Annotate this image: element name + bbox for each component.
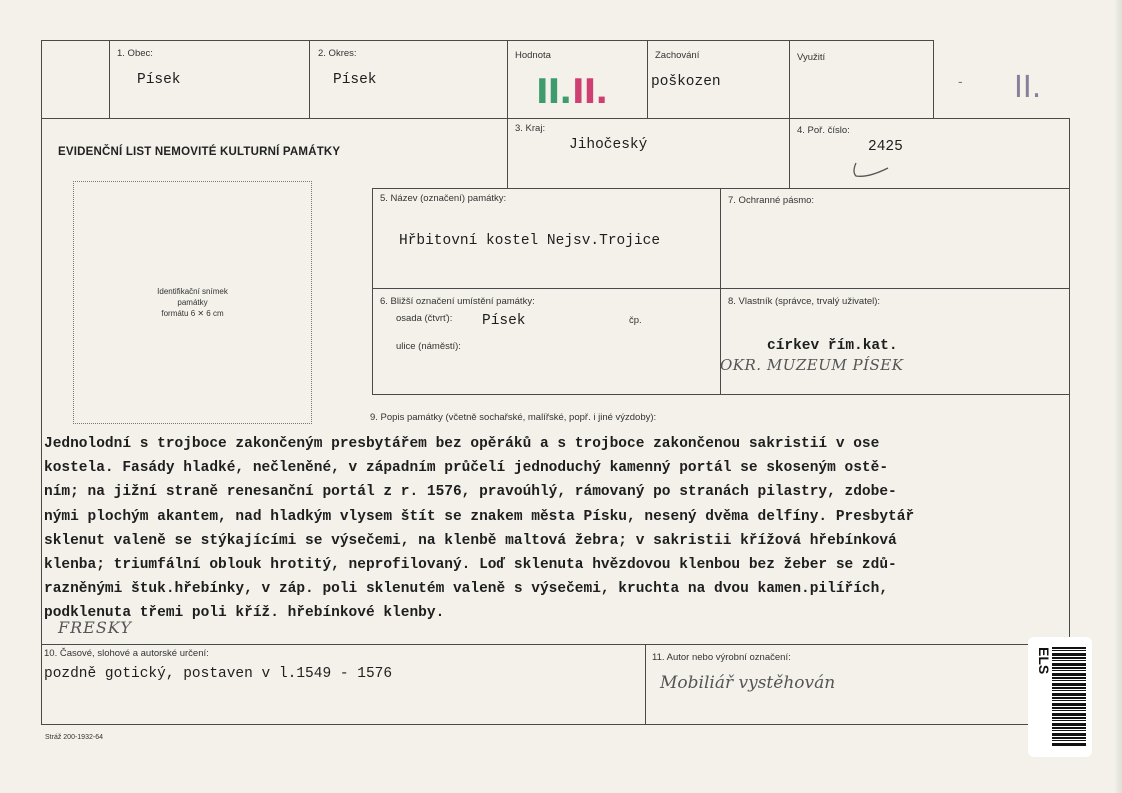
popis-line-6: klenba; triumfální oblouk hrotitý, neprofilovaný. Loď sklenuta hvězdovou klenbou bez žeber se zdů-	[44, 557, 897, 574]
rule-bottom	[41, 724, 1030, 725]
popis-label: 9. Popis památky (včetně sochařské, malířské, popř. i jiné výzdoby):	[370, 412, 657, 423]
rule-header-bottom	[41, 118, 1070, 119]
kraj-label: 3. Kraj:	[515, 123, 546, 134]
vlastnik-handwritten: OKR. MUZEUM PÍSEK	[720, 356, 904, 374]
photo-caption-line-1: Identifikační snímek	[157, 287, 228, 296]
hodnota-value-green: II.	[536, 72, 572, 112]
rule-col-end	[933, 40, 934, 118]
popis-line-5: sklenut valeně se stýkajícími se výsečemi, na klenbě maltová žebra; v sakristii křížová hřebínková	[44, 532, 897, 549]
archive-stamp	[1028, 637, 1092, 757]
photo-placeholder	[73, 181, 312, 424]
popis-line-4: nými plochým akantem, nad hladkým vlysem štít se znakem města Písku, nesený dvěma delfíny. Presbytář	[44, 508, 915, 525]
rule-col-okres	[309, 40, 310, 118]
rule-popis-bottom	[41, 644, 1070, 645]
casove-value: pozdně gotický, postaven v l.1549 - 1576	[44, 666, 393, 682]
osada-label: osada (čtvrť):	[396, 313, 453, 324]
obec-value: Písek	[137, 72, 181, 88]
obec-label: 1. Obec:	[117, 48, 153, 59]
por-cislo-label: 4. Poř. číslo:	[797, 125, 850, 136]
document-title: EVIDENČNÍ LIST NEMOVITÉ KULTURNÍ PAMÁTKY	[58, 146, 341, 158]
rule-right	[1069, 118, 1070, 644]
vlastnik-label: 8. Vlastník (správce, trvalý uživatel):	[728, 296, 881, 307]
stamp-text: ELS	[1036, 647, 1052, 675]
photo-caption-line-3: formátu 6 ✕ 6 cm	[161, 309, 224, 318]
zachovani-value: poškozen	[651, 74, 721, 90]
photo-caption-line-2: památky	[177, 298, 208, 307]
vlastnik-value: církev řím.kat.	[767, 338, 898, 354]
vyuziti-label: Využití	[797, 52, 826, 63]
okres-value: Písek	[333, 72, 377, 88]
vyuziti-value: II.	[1014, 70, 1042, 105]
photo-caption	[74, 286, 311, 319]
popis-text	[44, 432, 1034, 626]
popis-line-8: podklenuta třemi poli kříž. hřebínkové klenby.	[44, 605, 445, 622]
por-cislo-value: 2425	[868, 139, 903, 155]
casove-label: 10. Časové, slohové a autorské určení:	[44, 648, 209, 659]
print-info: Stráž 200-1932-64	[45, 734, 103, 741]
kraj-value: Jihočeský	[569, 137, 648, 153]
cp-label: čp.	[629, 315, 642, 326]
rule-col-vyuziti	[789, 40, 790, 188]
popis-line-1: Jednolodní s trojboce zakončeným presbytářem bez opěráků a s trojboce zakončenou sakristií v ose	[44, 436, 880, 452]
ulice-label: ulice (náměstí):	[396, 341, 461, 352]
osada-value: Písek	[482, 313, 526, 329]
popis-line-2: kostela. Fasády hladké, nečleněné, v západním průčelí jednoduchý kamenný portál se skoseným ostě-	[44, 460, 889, 477]
zachovani-label: Zachování	[655, 50, 700, 61]
okres-label: 2. Okres:	[318, 48, 357, 59]
popis-handwritten: FRESKY	[58, 618, 132, 637]
barcode-icon	[1052, 647, 1086, 747]
popis-line-3: ním; na jižní straně renesanční portál z r. 1576, pravoúhlý, rámovaný po stranách pilastry, zdobe-	[44, 484, 897, 501]
nazev-label: 5. Název (označení) památky:	[380, 193, 507, 204]
rule-left	[41, 40, 42, 724]
rule-col-obec	[109, 40, 110, 118]
nazev-value: Hřbitovní kostel Nejsv.Trojice	[399, 233, 661, 249]
rule-top	[41, 40, 934, 41]
rule-col-autor	[645, 644, 646, 724]
hodnota-value-red: II.	[572, 72, 608, 112]
autor-label: 11. Autor nebo výrobní označení:	[652, 652, 791, 663]
rule-col-hodnota	[507, 40, 508, 188]
rule-umisteni-bottom	[372, 394, 1069, 395]
ochranne-pasmo-label: 7. Ochranné pásmo:	[728, 195, 815, 206]
rule-col-nazev-left	[372, 188, 373, 394]
rule-col-zachovani	[647, 40, 648, 118]
vyuziti-dash: -	[958, 73, 963, 89]
autor-handwritten: Mobiliář vystěhován	[660, 673, 836, 693]
checkmark-icon	[850, 160, 892, 182]
umisteni-label: 6. Bližší označení umístění památky:	[380, 296, 535, 307]
popis-line-7: razněnými štuk.hřebínky, v záp. poli sklenutém valeně s výsečemi, kruchta na dvou kamen.pilířích,	[44, 581, 889, 598]
hodnota-label: Hodnota	[515, 50, 551, 61]
